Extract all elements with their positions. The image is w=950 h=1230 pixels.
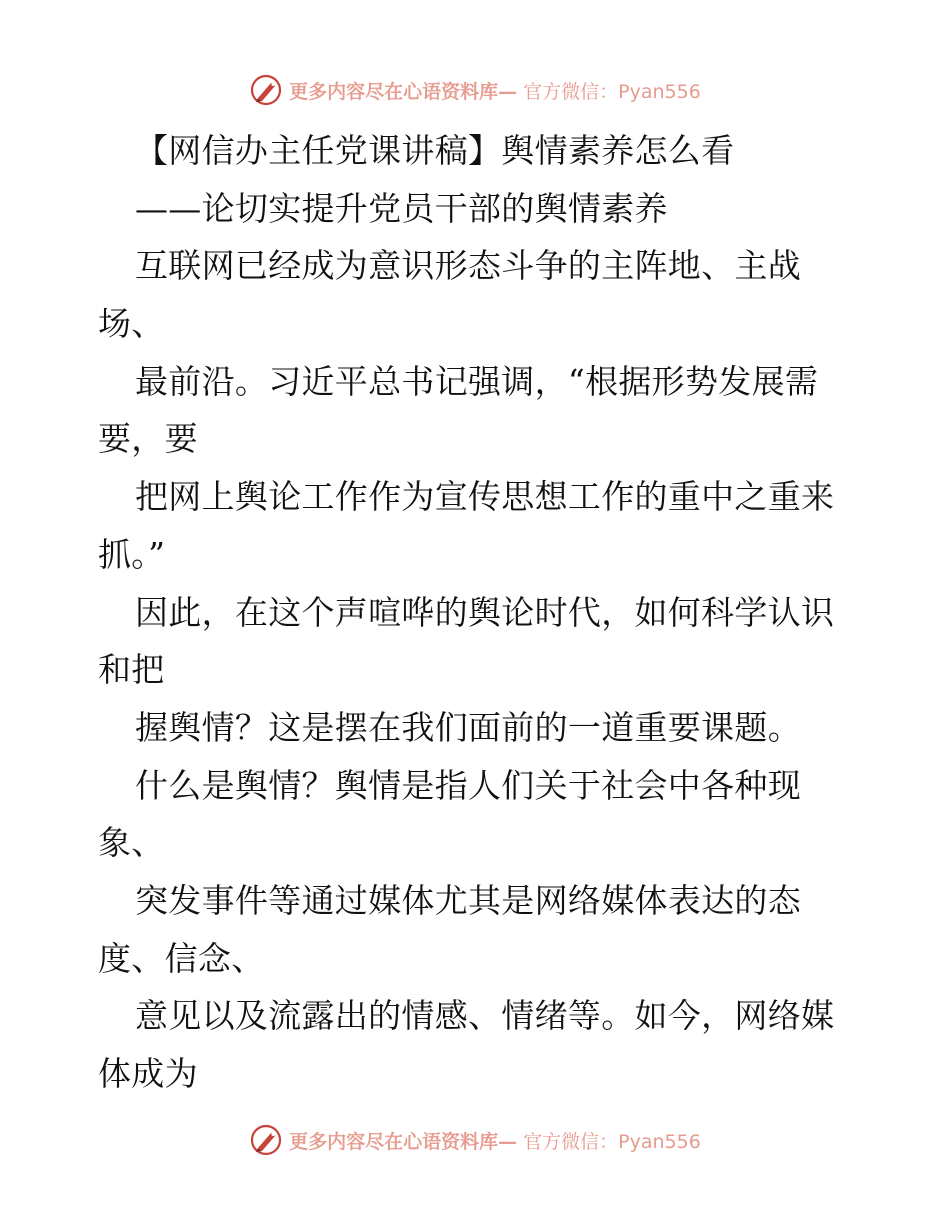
paragraph-line: 要，要	[98, 419, 198, 459]
pen-logo-icon	[249, 73, 283, 107]
paragraph-line: 和把	[98, 650, 165, 690]
paragraph-line: 抓。”	[98, 534, 166, 574]
paragraph-line: 最前沿。习近平总书记强调，“根据形势发展需	[135, 361, 819, 401]
banner-contact: 官方微信：Pyan556	[523, 1130, 701, 1153]
paragraph-line: 场、	[98, 304, 165, 344]
paragraph-line: 因此，在这个声喧哗的舆论时代，如何科学认识	[135, 592, 835, 632]
paragraph-line: 突发事件等通过媒体尤其是网络媒体表达的态	[135, 880, 801, 920]
paragraph-line: 度、信念、	[98, 938, 265, 978]
paragraph-line: 握舆情？这是摆在我们面前的一道重要课题。	[135, 707, 801, 747]
document-title: 【网信办主任党课讲稿】舆情素养怎么看	[135, 131, 735, 170]
banner-contact: 官方微信：Pyan556	[523, 80, 701, 103]
paragraph-line: 意见以及流露出的情感、情绪等。如今，网络媒	[135, 996, 835, 1036]
document-subtitle: ——论切实提升党员干部的舆情素养	[135, 188, 668, 228]
banner-text: 更多内容尽在心语资料库—	[289, 1130, 518, 1153]
header-banner	[0, 70, 950, 110]
paragraph-line: 互联网已经成为意识形态斗争的主阵地、主战	[135, 246, 801, 286]
paragraph-line: 什么是舆情？舆情是指人们关于社会中各种现	[135, 765, 801, 805]
paragraph-line: 象、	[98, 823, 165, 863]
footer-banner	[0, 1120, 950, 1160]
pen-logo-icon	[249, 1123, 283, 1157]
paragraph-line: 把网上舆论工作作为宣传思想工作的重中之重来	[135, 477, 835, 517]
document-body	[98, 122, 858, 1103]
banner-text: 更多内容尽在心语资料库—	[289, 80, 518, 103]
paragraph-line: 体成为	[98, 1054, 198, 1093]
